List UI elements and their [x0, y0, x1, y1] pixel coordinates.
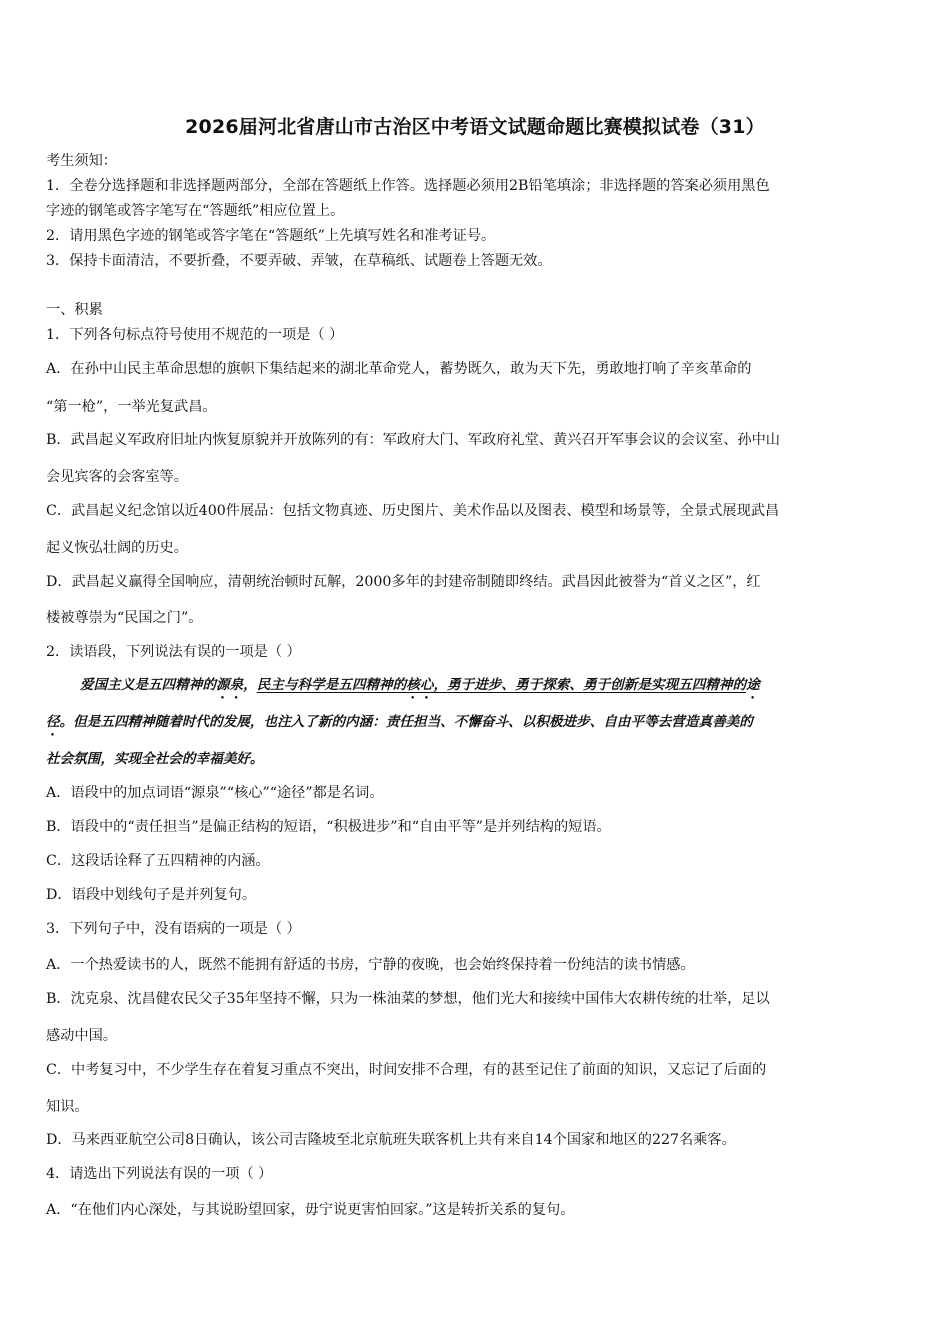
- q1-option-d-cont: 楼被尊崇为“民国之门”。: [46, 610, 203, 626]
- q1-option-b: B．武昌起义军政府旧址内恢复原貌并开放陈列的有：军政府大门、军政府礼堂、黄兴召开军事会议的会议室、孙中山: [46, 432, 780, 448]
- exam-title: 2026届河北省唐山市古治区中考语文试题命题比赛模拟试卷（31）: [185, 116, 765, 138]
- q2-passage-line-1: [80, 675, 910, 702]
- q2-passage-line-2: [46, 712, 916, 739]
- q3-option-c-cont: 知识。: [46, 1099, 89, 1115]
- notice-item-1-cont: 字迹的钢笔或答字笔写在“答题纸”相应位置上。: [46, 203, 345, 219]
- q4-option-a: A．“在他们内心深处，与其说盼望回家，毋宁说更害怕回家。”这是转折关系的复句。: [46, 1202, 575, 1218]
- q2-stem: 2．读语段，下列说法有误的一项是（ ）: [46, 644, 301, 660]
- q3-option-c: C．中考复习中，不少学生存在着复习重点不突出，时间安排不合理，有的甚至记住了前面的知识，又忘记了后面的: [46, 1062, 767, 1078]
- q3-stem: 3．下列句子中，没有语病的一项是（ ）: [46, 921, 301, 937]
- q4-stem: 4．请选出下列说法有误的一项（ ）: [46, 1166, 273, 1182]
- q2-passage-line-3: 社会氛围，实现全社会的幸福美好。: [46, 751, 264, 767]
- q1-option-c-cont: 起义恢弘壮阔的历史。: [46, 540, 188, 556]
- passage-text: ，: [433, 677, 448, 693]
- underlined-sentence: [257, 677, 746, 693]
- dotted-word-path-cont: 径: [46, 714, 60, 730]
- passage-text: 爱国主义是五四精神的: [80, 677, 216, 693]
- q2-option-d: D．语段中划线句子是并列复句。: [46, 887, 257, 903]
- q1-option-d: D．武昌起义赢得全国响应，清朝统治顿时瓦解，2000多年的封建帝制随即终结。武昌因此被誉为“首义之区”，红: [46, 574, 761, 590]
- q1-option-a-cont: “第一枪”，一举光复武昌。: [46, 399, 217, 415]
- q2-option-a: A．语段中的加点词语“源泉”“核心”“途径”都是名词。: [46, 785, 384, 801]
- passage-text: 民主与科学是五四精神的: [256, 677, 407, 693]
- passage-text: ，: [243, 677, 257, 693]
- notice-item-1: 1．全卷分选择题和非选择题两部分，全部在答题纸上作答。选择题必须用2B铅笔填涂；非选择题的答案必须用黑色: [46, 178, 770, 194]
- dotted-word-source: 源泉: [215, 677, 244, 693]
- passage-text: 。但是五四精神随着时代的发展，也注入了新的内涵：责任担当、不懈奋斗、以积极进步、自由平等去营造真善美的: [59, 714, 753, 730]
- q3-option-b: B．沈克泉、沈昌健农民父子35年坚持不懈，只为一株油菜的梦想，他们光大和接续中国伟大农耕传统的壮举，足以: [46, 991, 770, 1007]
- q1-stem: 1．下列各句标点符号使用不规范的一项是（ ）: [46, 327, 344, 343]
- q2-option-b: B．语段中的“责任担当”是偏正结构的短语，“积极进步”和“自由平等”是并列结构的短语。: [46, 819, 611, 835]
- q3-option-a: A．一个热爱读书的人，既然不能拥有舒适的书房，宁静的夜晚，也会始终保持着一份纯洁的读书情感。: [46, 957, 695, 973]
- notice-item-3: 3．保持卡面清洁，不要折叠，不要弄破、弄皱，在草稿纸、试题卷上答题无效。: [46, 253, 552, 269]
- passage-text: 勇于进步、勇于探索、勇于创新是实现五四精神的: [447, 677, 747, 693]
- q1-option-c: C．武昌起义纪念馆以近400件展品：包括文物真迹、历史图片、美术作品以及图表、模型和场景等，全景式展现武昌: [46, 503, 780, 519]
- q1-option-b-cont: 会见宾客的会客室等。: [46, 469, 188, 485]
- notice-heading: 考生须知：: [46, 153, 117, 169]
- notice-item-2: 2．请用黑色字迹的钢笔或答字笔在“答题纸”上先填写姓名和准考证号。: [46, 228, 496, 244]
- dotted-word-path: 途: [746, 677, 760, 693]
- q3-option-b-cont: 感动中国。: [46, 1028, 117, 1044]
- q1-option-a: A．在孙中山民主革命思想的旗帜下集结起来的湖北革命党人，蓄势既久，敢为天下先，勇敢地打响了辛亥革命的: [46, 361, 752, 377]
- q3-option-d: D．马来西亚航空公司8日确认，该公司吉隆坡至北京航班失联客机上共有来自14个国家和地区的227名乘客。: [46, 1132, 736, 1148]
- q2-option-c: C．这段话诠释了五四精神的内涵。: [46, 853, 270, 869]
- dotted-word-core: 核心: [406, 677, 434, 693]
- section-heading: 一、积累: [46, 302, 103, 318]
